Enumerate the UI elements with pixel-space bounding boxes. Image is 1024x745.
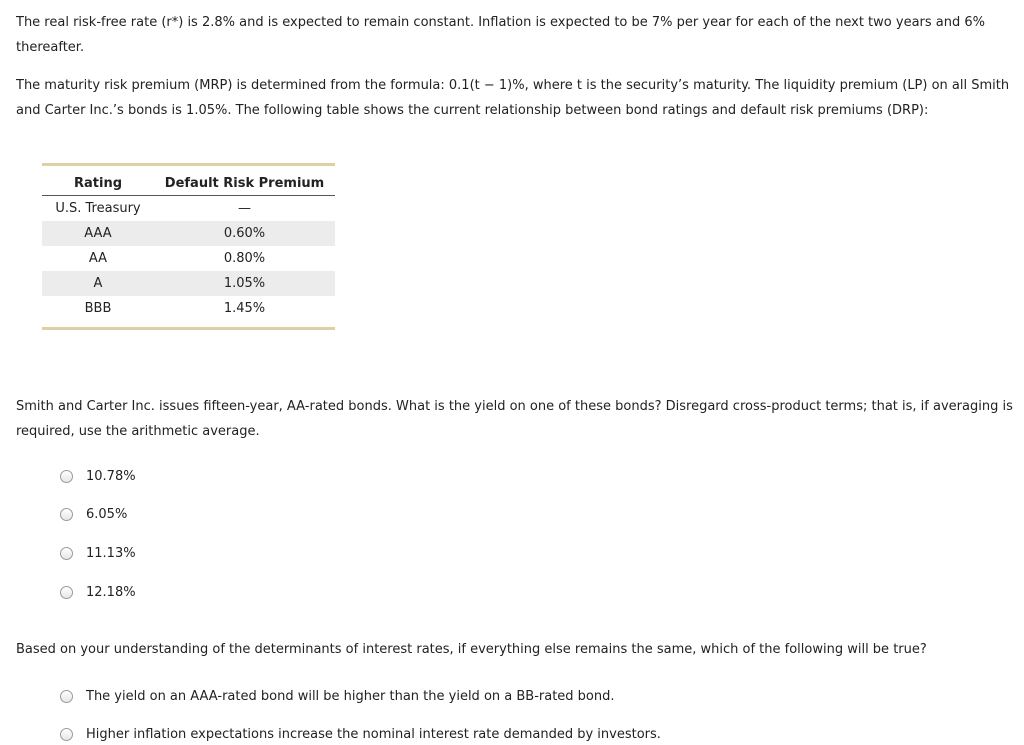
rating-cell: A [42, 271, 154, 296]
table-row [42, 221, 335, 246]
rating-cell: AAA [42, 221, 154, 246]
header-rating: Rating [42, 171, 154, 196]
table-bottom-rule [42, 327, 335, 330]
table-row [42, 271, 335, 296]
radio-button[interactable] [60, 508, 73, 521]
intro-paragraph-1: The real risk-free rate (r*) is 2.8% and is expected to remain constant. Inflation is expected to be 7% per year for each of the next two years and 6% thereafter. [16, 15, 985, 55]
table-row [42, 296, 335, 321]
question-2-prompt: Based on your understanding of the determinants of interest rates, if everything else remains the same, which of the following will be true? [16, 642, 927, 657]
option-label: 12.18% [86, 584, 136, 600]
premium-cell: 1.45% [223, 301, 266, 316]
option-label: The yield on an AAA-rated bond will be higher than the yield on a BB-rated bond. [86, 688, 615, 704]
option-label: 10.78% [86, 468, 136, 484]
answer-option[interactable] [60, 582, 136, 602]
rating-cell: BBB [84, 301, 112, 316]
table-row [42, 246, 335, 271]
premium-cell: 0.80% [223, 251, 266, 266]
header-default-risk-premium: Default Risk Premium [154, 171, 335, 196]
premium-cell: 0.60% [154, 221, 335, 246]
answer-option[interactable] [60, 725, 661, 745]
table-row [42, 196, 335, 222]
radio-button[interactable] [60, 690, 73, 703]
radio-button[interactable] [60, 728, 73, 741]
option-label: Higher inflation expectations increase the nominal interest rate demanded by investors. [86, 727, 661, 743]
question-1-prompt: Smith and Carter Inc. issues fifteen-year, AA-rated bonds. What is the yield on one of these bonds? Disregard cross-product terms; that is, if averaging is required, use the arithmetic average. [16, 399, 1013, 439]
radio-button[interactable] [60, 586, 73, 599]
table-header-row [42, 171, 335, 196]
answer-option[interactable] [60, 505, 136, 525]
table-top-rule [42, 163, 335, 166]
radio-button[interactable] [60, 470, 73, 483]
question-1-options [60, 466, 136, 621]
premium-cell: — [238, 201, 251, 216]
drp-table [42, 171, 335, 321]
option-label: 6.05% [86, 507, 128, 523]
question-2-options [60, 686, 661, 745]
rating-cell: U.S. Treasury [55, 201, 141, 216]
radio-button[interactable] [60, 547, 73, 560]
answer-option[interactable] [60, 686, 661, 706]
answer-option[interactable] [60, 543, 136, 563]
intro-paragraph-2: The maturity risk premium (MRP) is determined from the formula: 0.1(t − 1)%, where t is the security’s maturity. The liquidity premium (LP) on all Smith and Carter Inc.’s bonds is 1.05%. The following table shows the current relationship between bond ratings and default risk premiums (DRP): [16, 78, 1010, 118]
answer-option[interactable] [60, 466, 136, 486]
premium-cell: 1.05% [154, 271, 335, 296]
drp-table-container [42, 163, 335, 330]
rating-cell: AA [88, 251, 108, 266]
option-label: 11.13% [86, 545, 136, 561]
